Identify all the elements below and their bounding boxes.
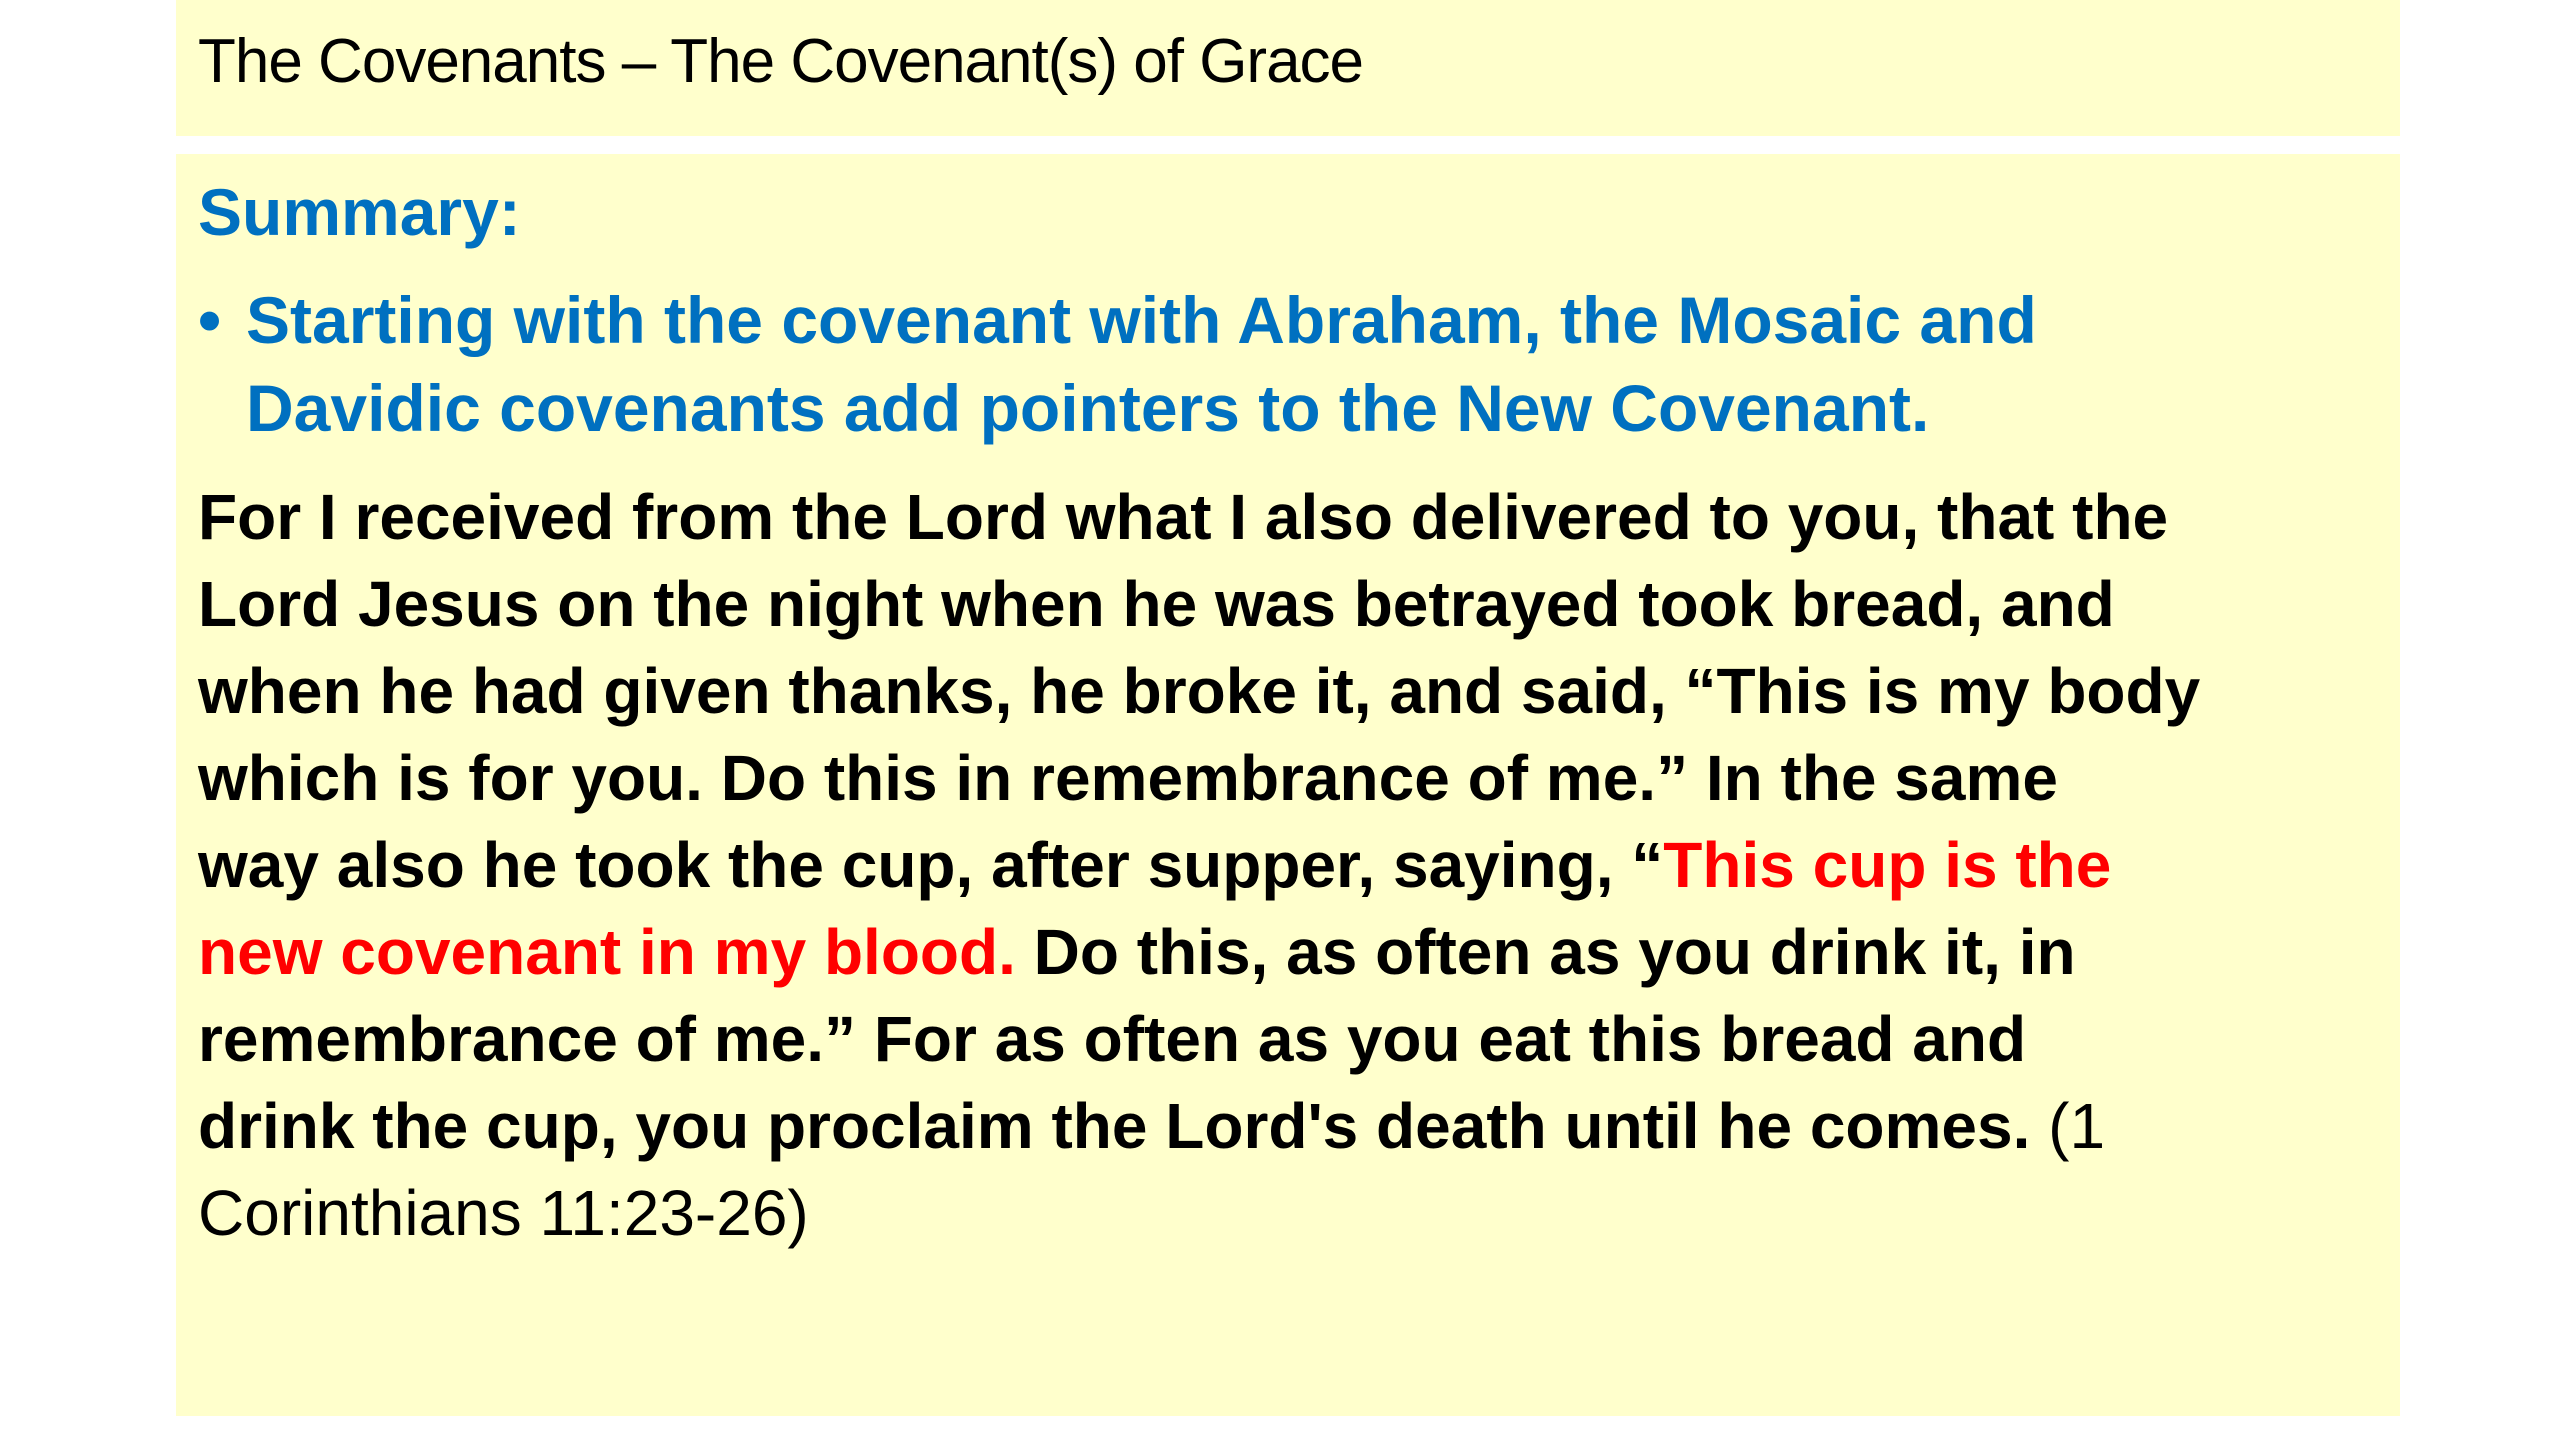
quote-line: For I received from the Lord what I also delivered to you, that the	[198, 481, 2169, 553]
title-bar	[176, 0, 2400, 136]
quote-line: remembrance of me.” For as often as you eat this bread and	[198, 1003, 2027, 1075]
summary-heading: Summary:	[198, 175, 521, 249]
scripture-reference: (1	[2030, 1090, 2106, 1162]
scripture-quote	[198, 474, 2378, 1257]
bullet-icon: •	[198, 283, 222, 357]
highlighted-quote-text: This cup is the	[1663, 829, 2112, 901]
highlighted-quote-text: new covenant in my blood.	[198, 916, 1016, 988]
quote-text: way also he took the cup, after supper, saying, “	[198, 829, 1664, 901]
quote-line: when he had given thanks, he broke it, and said, “This is my body	[198, 655, 2201, 727]
quote-text: drink the cup, you proclaim the Lord's death until he comes.	[198, 1090, 2031, 1162]
bullet-text	[246, 276, 2376, 452]
scripture-reference: Corinthians 11:23-26)	[198, 1177, 809, 1249]
bullet-line: Davidic covenants add pointers to the New Covenant.	[246, 371, 1930, 445]
quote-text: Do this, as often as you drink it, in	[1015, 916, 2076, 988]
content-box	[176, 154, 2400, 1416]
quote-line: which is for you. Do this in remembrance of me.” In the same	[198, 742, 2058, 814]
slide-title: The Covenants – The Covenant(s) of Grace	[198, 27, 1364, 96]
quote-line	[198, 1083, 2378, 1170]
bullet-line: Starting with the covenant with Abraham, the Mosaic and	[246, 283, 2037, 357]
quote-line	[198, 909, 2378, 996]
quote-line: Lord Jesus on the night when he was betrayed took bread, and	[198, 568, 2115, 640]
quote-line	[198, 822, 2378, 909]
